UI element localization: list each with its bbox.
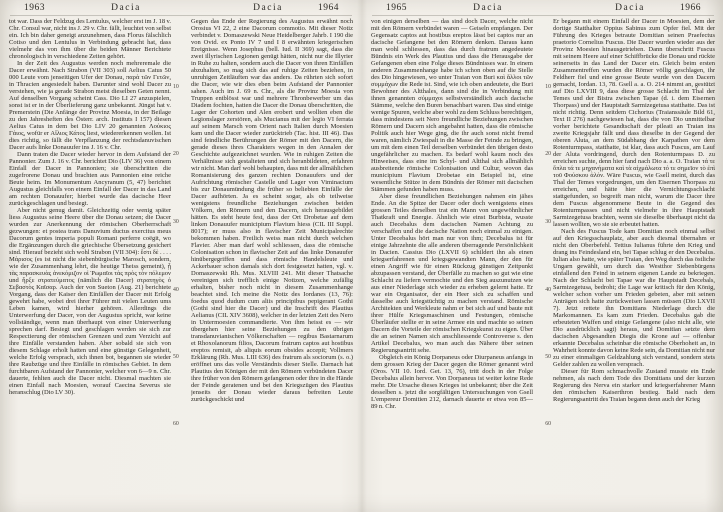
- paragraph: Aber diese freundlichen Beziehungen nahmen ein jähes Ende. An die Spitze der Dacer oder doch wenigstens eines grossen Teiles derselben trat ein Mann von ungewöhnlicher Thatkraft und Energie. Ähnlich wie einst Burbista, wusste auch Decebalus dem dacischen Namen Achtung zu verschaffen und die dacische Nation noch einmal zu einigen. Unter Decebalus hört man nur von ihm; Decebalus ist für einige Jahrzehnte die alle anderen überragende Persönlichkeit in Dacien. Cassius Dio (LXVII 6) schildert ihn als einen kriegserfahrenen und kriegsgewandten Mann, der den für einen Angriff wie für einen Rückzug günstigen Zeitpunkt abzupassen verstand, der Überfälle zu machen so gut wie eine Schlacht zu liefern vermochte und den Sieg auszunutzen wie aus einer Niederlage sich wieder zu erheben gelernt hatte. Er war ein Organisator, der ein Heer sich zu schaffen und dasselbe auch kriegstüchtig zu machen verstand. Römische Architekten und Werkleute nahm er bei sich auf und baute mit ihrer Hülfe Kriegsmaschinen und Festungen, römische Überläufer stellte er in seine Armee ein und machte so seinen Dacern die Vorteile der römischen Kriegskunst zu eigen. Über die an seinen Namen sich anschliessende Controverse s. den Artikel Decebalus, wo man auch das Nähere über seinen Regierungsantritt sehe.: [371, 193, 533, 354]
- page-right: [362, 0, 723, 512]
- line-number: 60: [173, 421, 179, 427]
- column-number-1964: 1964: [318, 3, 339, 13]
- paragraph: Dieser für Rom schmachvolle Zustand musste ein Ende nehmen, als nach dem Tode des Domitians und der kurzen Regierung des Nerva ein starker und kriegserfahrener Mann den römischen Kaiserthron bestieg. Bald nach dem Regierungsantritt des Traian begann denn auch der Krieg: [553, 368, 715, 403]
- column-number-1966: 1966: [680, 3, 701, 13]
- paragraph: Dann traten die Dacer wieder hervor in dem Aufstand der Pannonier. Zum J. 16 v. Chr. berichtet Dio (LIV 36) von einem Einfall der Dacer in Pannonien; sie überschritten die zugefrorene Donau und brachten aus Pannonien eine reiche Beute heim. Im Monumentum Ancyranum (5, 47) berichtet Augustus gleichfalls von einem Einfall der Dacer in das Land am rechten Donauufer; hierbei wurde das dacische Heer zurückgeschlagen und besiegt.: [9, 151, 171, 207]
- header-rule: [10, 15, 352, 16]
- paragraph: tot war. Dass der Feldzug des Lentulus, welcher erst im J. 18 v. Chr. Consul war, nicht ins J. 29 v. Chr. fällt, leuchtet von selbst ein. Ich bin daher geneigt anzunehmen, dass Florus fälschlich Cotiso und den Lentulus in Verbindung gebracht hat, dass vielmehr das von ihm über die beiden Männer Berichtete chronologisch in verschiedene Zeiten gehört.: [9, 18, 171, 60]
- page-body-right: [371, 18, 715, 509]
- paragraph: In der Zeit des Augustus werden noch mehreremale die Dacer erwähnt. Nach Strabon (VII 303) soll Aelius Catus 50 000 Leute vom jenseitigen Ufer der Donau, παρὰ τῶν Γετῶν, in Thracien angesiedelt haben. Darunter sind wohl Dacer zu verstehen, wie ja gerade Strabon meist dieselben Geten nennt. Auf denselben Vorgang scheint Cass. Dio LI 27 anzuspielen, sonst ist er in der Überlieferung ganz unbekannt. Jüngst hat v. Premerstein (Die Anfänge der Provinz Moesia, in der Beilage zu den Jahresheften des Österr. arch. Instituts I 157) diesen Aelius Catus in dem bei Dio LIV 20 genannten Λούκιος Γάιος, wofür er Αἴλιος Κάτος liest, wiedererkennen wollen. Ist dies richtig, so fällt die Verpflanzung der rechtsdanuvischen Dacer aufs linke Donauufer ins J. 16 v. Chr.: [9, 60, 171, 151]
- line-number: 20: [173, 151, 179, 157]
- line-number: 10: [545, 84, 551, 90]
- article-title: Dacia: [111, 3, 141, 13]
- line-number: 50: [545, 354, 551, 360]
- column-number-1963: 1963: [24, 3, 45, 13]
- paragraph: Gegen das Ende der Regierung des Augustus erwähnt noch Orosius VI 22, 2 eine Dacorum commotio. Mit dieser Notiz verbindet v. Domaszewski Neue Heidelberger Jahrb. I 190 die von Ovid. ex Ponto IV 7 und I 8 erwähnten kriegerischen Ereignisse. Wenn Josephus (bell. Iud. II 369) sagt, dass die zwei illyrischen Legionen genügt hätten, nicht nur die Illyrier in Ruhe zu halten, sondern auch die Dacer von ihren Einfällen abzuhalten, so mag sich das auf ruhige Zeiten beziehen, in unruhigen Zeitläuften war das anders. Da rührten sich sofort die Dacer, wie wir dies eben beim Aufstand der Pannonier sahen. Auch im J. 69 n. Chr., als die Provinz Moesia von Truppen entblösst war und mehrere Thronbewerber um das Diadem fochten, hatten die Dacer die Donau überschritten, die Lager der Cohorten und Alen erobert und wollten eben die Legionslager zerstören, als Mucianus mit der legio VI ferrata auf seinem Marsch vom Orient nach Italien durch Moesien kam und die Dacer wieder zurücktrieb (Tac. hist. III 46). Das sind feindliche Berührungen der Römer mit den Dacern, die gerade dieses ihres Charakters wegen in den Annalen der Geschichte aufgezeichnet wurden. Wie in ruhigen Zeiten die Verhältnisse sich gestalteten und sich heranbildeten, erfahren wir nicht. Man darf wohl behaupten, dass mit der allmählichen Romanisierung des ganzen rechten Donauufers und der Aufrichtung römischer Castelle und Lager von Viminacium bis zur Donaumündung die früher so beliebten Einfälle der Dacer aufhörten. Ja es scheint sogar, als ob teilweise wenigstens freundliche Beziehungen zwischen beiden Völkern, den Römern und den Dacern, sich herausgebildet hätten. Es steht heute fest, dass der Ort Drobetae auf dem linken Donauufer municipium Flavium hiess (CIL III Suppl. 8017); er muss also in flavischer Zeit Municipalrechte bekommen haben. Freilich weiss man nicht durch welchen Flavier. Aber man darf wohl schliessen, dass die römische Colonisation schon in flavischer Zeit auf das linke Donauufer hinübergegriffen und dass römische Handelsleute und Ackerbauer schon damals sich dort festgesetzt hatten, vgl. v. Domaszewski Rh. Mus. XLVIII 241. Mit dieser Thatsache vereinigen sich trefflich einige Notizen, welche zufällig erhalten, bisher noch nicht in diesem Zusammenhange beachtet sind. Ich meine die Notiz des Iordanes (13, 76): foedus quod dudum cum aliis principibus pepigerant Gothi (Gothi sind hier die Dacer) und die Inschrift des Plautius Aelianus (CIL XIV 3608), welcher in der letzten Zeit des Nero in Untermoesien commandierte. Von ihm heisst es — wir übergehen hier seine Beziehungen zu den übrigen transdanuvianischen Völkerschaften — regibus Bastarnarum et Rhoxolanorum filios, Dacorum fratrum captos aut hostibus ereptos remisit, ab aliquis eorum obsides accepit; Vollmers Erklärung (Rh. Mus. LIII 636) des fratrum als sociorum (s. o.) eröffnet uns das volle Verständnis dieser Stelle. Darnach hat Plautius den Königen der mit den Römern verbündeten Dacer ihre früher von den Römern gefangenen oder ihre in die Hände der Feinde geratenen und bei den Kriegszügen des Plautius jenseits der Donau wieder daraus befreiten Leute zurückgeschickt und: [191, 18, 353, 403]
- line-number-gutter: [533, 18, 553, 509]
- article-title: Dacia: [253, 3, 283, 13]
- line-number: 30: [545, 219, 551, 225]
- article-title: Dacia: [615, 3, 645, 13]
- paragraph: Er begann mit einem Einfall der Dacer in Moesien, dem der dortige Statthalter Oppius Sabinus zum Opfer fiel. Mit der Führung des Krieges betraute Domitian seinen Praefectus praetorio Cornelius Fuscus. Die Dacer wurden wieder aus der Provinz Moesien hinausgetrieben. Dann überschritt Fuscus mit seinem Heere auf einer Schiffbrücke die Donau und rückte seinerseits in das Land der Dacer ein. Gleich beim ersten Zusammentreffen wurden die Römer völlig geschlagen, ihr Feldherr fiel und eine grosse Beute wurde von den Dacern gemacht, Iordan. 13, 78. Gsell a. a. O. 214 nimmt an, gestützt auf Dio LXVIII 9, dass diese grosse Schlacht im Thal der Temes und der Bistra zwischen Tapae (d. i. dem Eisernen Thorpass) und der Hauptstadt Sarmizegetusa statthatte. Das ist nicht richtig. Denn seitdem Cichorius (Traianssäule Bild 61, Text II 276) nachgewiesen hat, dass die von Dio unmittelbar vorher berichtete Gesandtschaft der pileati an Traian ins zweite Kriegsjahr fällt und dass dieselbe in der Gegend der oberen Aluta, an dem Südabhang der Karpathen vor dem Rotenturmpass, statthatte, ist klar, dass auch Fuscus, am Lauf der Aluta vordringend, durch den Rotenturmpass D. zu erreichen suchte, denn hier fand nach Dio a. a. O. Traian τά τε ὅπλα τά τε μηχανήματα καὶ τὰ αἰχμάλωτα τό τε σημεῖον τὸ ἐπὶ τοῦ Φούσκου ἁλόν. Wäre Fuscus, wie Gsell meint, durch das Thal der Temes vorgedrungen, um den Eisernen Thorpass zu erreichen, und hätte hier die Vernichtungsschlacht stattgefunden, so begreift man nicht, warum die Dacer ihre dem Fuscus abgenommene Beute in die Gegend des Rotenturmpasses und nicht vielmehr in ihre Hauptstadt Sarmizegetusa brachten, wenn sie dieselbe überhaupt nicht da lassen wollten, wo sie sie erbeutet hatten.: [553, 18, 715, 228]
- paragraph: Obgleich ein König Dorpaneus oder Diurpaneus anfangs in dem grossen Krieg der Dacer gegen die Römer genannt wird (Oros. VII 10. Iord. Get. 13, 76), tritt doch in der Folge Decebalus allein hervor. Von Dorpaneus ist weiter keine Rede mehr. Die Ursache dieses Krieges ist unbekannt; über die Zeit desselben s. jetzt die sorgfältigen Untersuchungen von Gsell L'empereur Domitien 212, darnach dauerte er etwa von 85—89 n. Chr.: [371, 354, 533, 410]
- line-number: 40: [173, 287, 179, 293]
- header-rule: [372, 15, 714, 16]
- text-column-1966: [553, 18, 715, 509]
- line-number: 60: [545, 421, 551, 427]
- page-body-left: [9, 18, 353, 509]
- text-column-1963: [9, 18, 171, 509]
- line-number: 50: [173, 354, 179, 360]
- paragraph: von einigen derselben — das sind doch Dacer, welche nicht mit den Römern verbündet waren — Geiseln empfangen. Der Gegensatz captos aut hostibus ereptos lässt bei captos nur an dacische Gefangene bei den Römern denken. Daraus kann man wohl schliessen, dass das durch fratrum angedeutete Bündnis ein Werk des Plautius und dass die Herausgabe der Gefangenen eben eine Folge dieses Bündnisses war. In einem anderen Zusammenhange habe ich schon oben auf die Stelle des Dio hingewiesen, wo unter Traian von Buri καὶ ἄλλοι τῶν συμμάχων die Rede ist. Sind, wie ich oben andeutete, die Buri Bewohner des Altthales, dann sind die in Verbindung mit ihnen genannten σύμμαχοι selbstverständlich auch dacische Stämme, welche den Buren benachbart waren. Das sind einige wenige Spuren, welche aber wohl zu dem Schluss berechtigen, dass mindestens seit Nero freundliche Beziehungen zwischen Römern und Dacern sich angebahnt hatten, dass die römische Politik auch hier Wege ging, die ihr auch sonst nicht fremd waren, nämlich Zwiespalt in die Masse der Feinde zu bringen, um mit dem einen Teil derselben verbündet den übrigen desto ungefährlicher zu machen. Es bedarf wohl kaum noch des Hinweises, dass eine im Schyl- und Altthal sich allmählich ausbreitende römische Colonisation und Cultur, wovon das municipium Flavium Drobetae ein Beispiel ist, eine wesentliche Stütze in dem Bündnis der Römer mit dacischen Stämmen gefunden haben muss.: [371, 18, 533, 193]
- text-column-1964: [191, 18, 353, 509]
- paragraph: Aber nicht genug damit. Gleichzeitig oder wenig später liess Augustus seine Heere über die Donau setzen; die Dacer wurden zur Anerkennung der römischen Oberherrschaft gezwungen: et postea trans Danuvium ductus exercitus meus Dacorum gentes imperia populi Romani perferre coëgit, wo die Ergänzungen durch die griechische Übersetzung gesichert sind. Hierauf bezieht sich wohl Strabon (VII 304): ἔστι δὲ . . . . Μάρισος (es ist nicht die siebenbürgische Marosch, sondern, wie der Zusammenhang lehrt, die heutige Theiss gemeint), ᾗ τὰς παρασκευὰς ἀνεκόμιζον οἱ Ῥωμαῖοι τὰς πρὸς τὸν πόλεμον und ἦρξε στρατεύματος (nämlich die Dacer) στρατηγὸς ὁ Σεβαστὸς Καῖσαρ. Auch der von Sueton (Aug. 21) berichtete Vorgang, dass der Kaiser den Einfällen der Dacer mit Erfolg gewehrt habe, wobei drei ihrer Führer mit vielen Leuten ums Leben kamen, wird hierher gehören. Allerdings die Unterwerfung der Dacer, von der Augustus spricht, war keine vollständige, wenn man überhaupt von einer Unterwerfung sprechen darf. Besiegt und geschlagen werden sie sich zur Respectierung der römischen Grenzen und zum Verzicht auf ihre Einfälle verstanden haben. Aber sobald sie sich von diesem Schlage erholt hatten und eine günstige Gelegenheit, welche Erfolg versprach, sich ihnen bot, begannen sie wieder ihre Raubzüge und ihre Einfälle in römisches Gebiet. In dem furchtbaren Aufstand der Pannonier, welcher von 6—9 n. Chr. dauerte, fehlten auch die Dacer nicht. Diesmal machten sie einen Einfall nach Moesien, worauf Caecina Severus sie heranschlug (Dio LV 30).: [9, 207, 171, 396]
- article-title: Dacia: [473, 3, 503, 13]
- text-column-1965: [371, 18, 533, 509]
- line-number-gutter: [171, 18, 191, 509]
- column-number-1965: 1965: [386, 3, 407, 13]
- line-number: 40: [545, 287, 551, 293]
- paragraph: Nach des Fuscus Tode kam Domitian noch einmal selbst auf den Kriegsschauplatz, aber auch diesmal übernahm er nicht den Oberbefehl. Tettius Iulianus führte den Krieg und drang ins Feindesland ein, bei Tapae schlug er den Decebalus. Iulian also hatte, wie später Traian, den Weg durch das östliche Ungarn gewählt, um durch das Westthor Siebenbürgens einfallend den Feind in seinem eigenen Lande zu bekriegen. Nach der Schlacht bei Tapae war die Hauptstadt Decebals, Sarmizegetusa, bedroht; die Lage war kritisch für den König, welcher schon vorher um Frieden gebeten, aber mit seinen Anträgen sich hatte zurückweisen lassen müssen (Dio LXVII 7). Jetzt rettete ihn Domitians Niederlage durch die Markomannen. Es kam zum Frieden. Decebalus gab die erbeuteten Waffen und einige Gefangene (also nicht alle, wie Dio ausdrücklich sagt) heraus, und Domitian setzte dem dacischen Abgesandten Diegis die Krone auf — offenbar erkannte Decebalus scheinbar die römische Oberhoheit an, in Wahrheit konnte davon keine Rede sein, da Domitian nicht nur zu einer einmaligen Geldzahlung sich verstand, sondern stets Gelder zahlen zu wollen versprach.: [553, 228, 715, 368]
- line-number: 20: [545, 151, 551, 157]
- line-number: 10: [173, 84, 179, 90]
- line-number: 30: [173, 219, 179, 225]
- page-left: [0, 0, 361, 512]
